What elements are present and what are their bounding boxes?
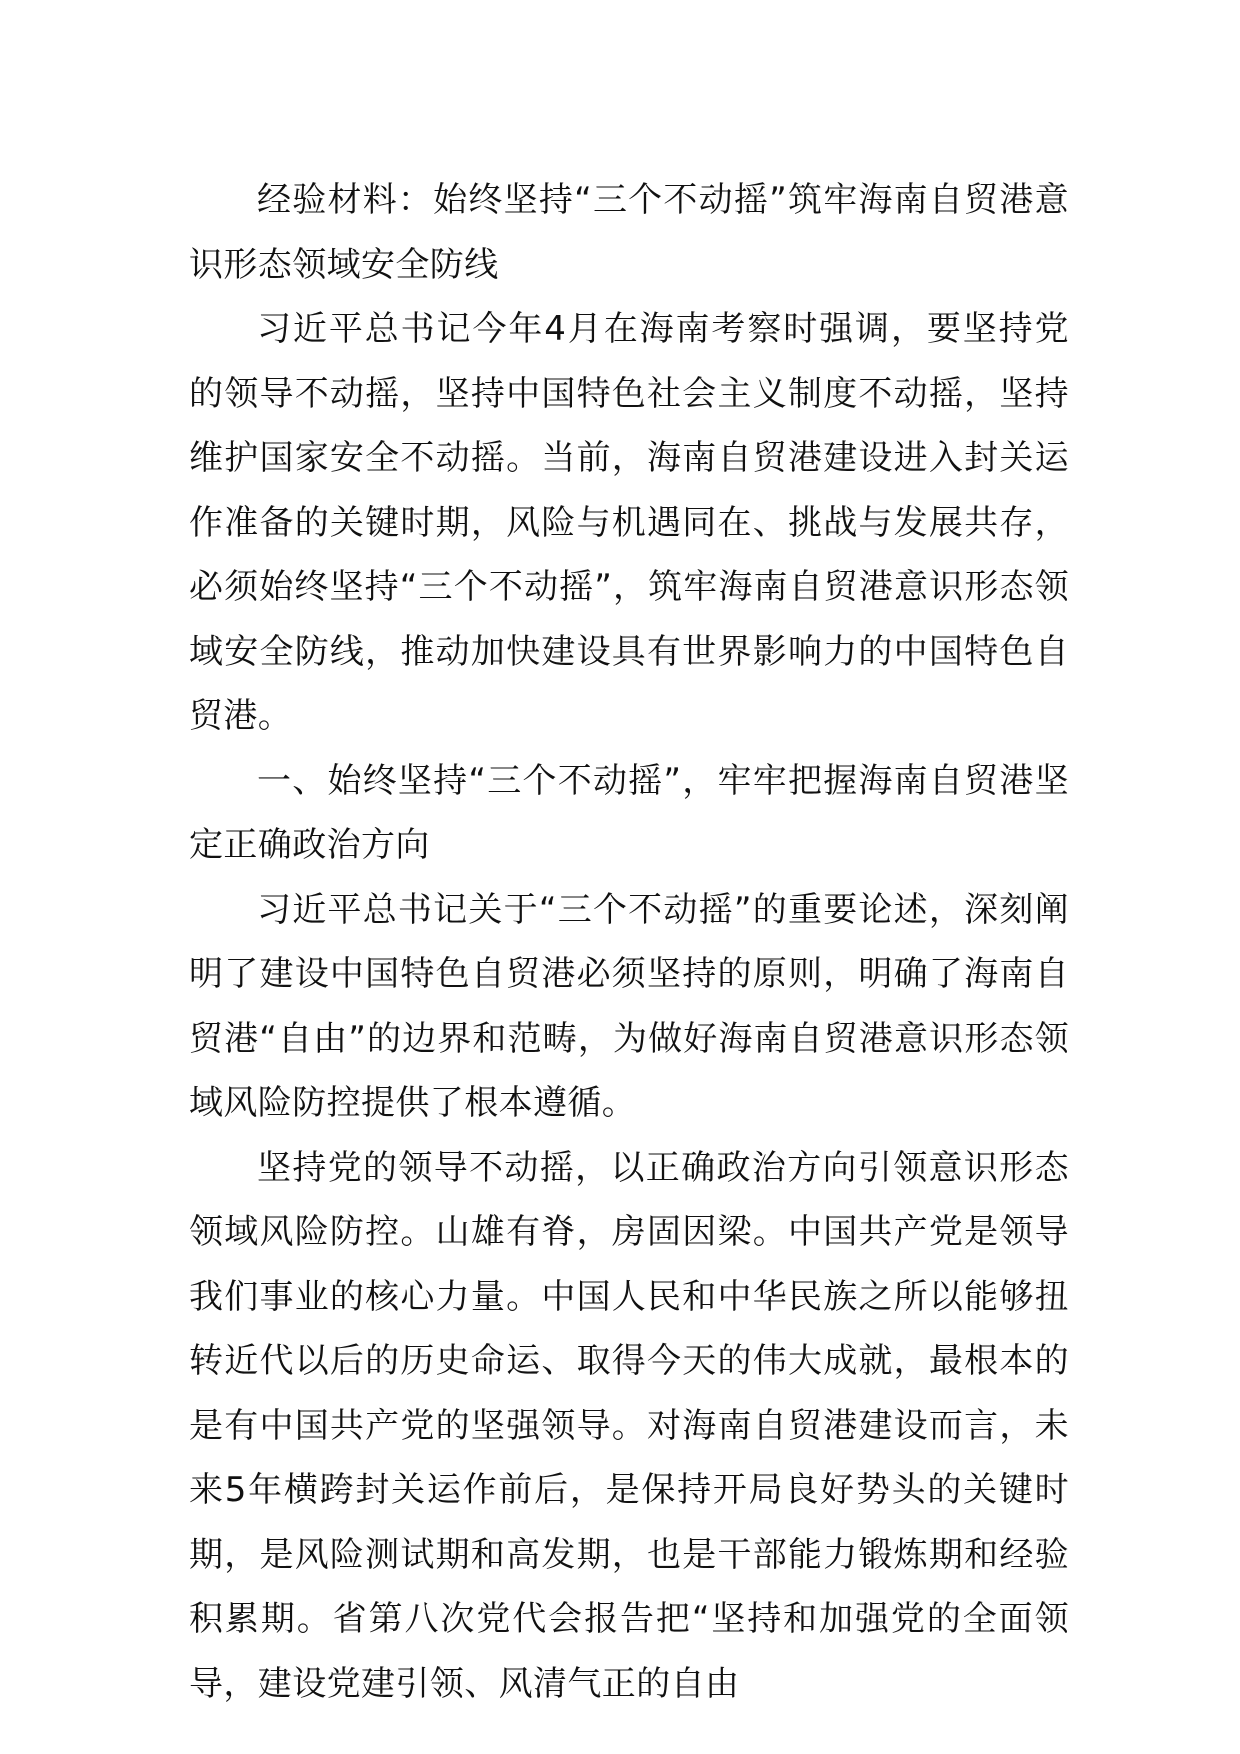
paragraph-intro: 习近平总书记今年4月在海南考察时强调，要坚持党的领导不动摇，坚持中国特色社会主义制度不动摇，坚持维护国家安全不动摇。当前，海南自贸港建设进入封关运作准备的关键时期，风险与机遇同在、挑战与发展共存，必须始终坚持“三个不动摇”，筑牢海南自贸港意识形态领域安全防线，推动加快建设具有世界影响力的中国特色自贸港。 (189, 309, 1069, 736)
paragraph-party-leadership: 坚持党的领导不动摇，以正确政治方向引领意识形态领域风险防控。山雄有脊，房固因梁。中国共产党是领导我们事业的核心力量。中国人民和中华民族之所以能够扭转近代以后的历史命运、取得今天的伟大成就，最根本的是有中国共产党的坚强领导。对海南自贸港建设而言，未来5年横跨封关运作前后，是保持开局良好势头的关键时期，是风险测试期和高发期，也是干部能力锻炼期和经验积累期。省第八次党代会报告把“坚持和加强党的全面领导，建设党建引领、风清气正的自由 (189, 1147, 1069, 1704)
section-heading-1: 一、始终坚持“三个不动摇”，牢牢把握海南自贸港坚定正确政治方向 (189, 760, 1069, 865)
document-title: 经验材料：始终坚持“三个不动摇”筑牢海南自贸港意识形态领域安全防线 (189, 180, 1069, 285)
paragraph-section-1-overview: 习近平总书记关于“三个不动摇”的重要论述，深刻阐明了建设中国特色自贸港必须坚持的原则，明确了海南自贸港“自由”的边界和范畴，为做好海南自贸港意识形态领域风险防控提供了根本遵循。 (189, 889, 1069, 1123)
document-body (189, 168, 1069, 1716)
